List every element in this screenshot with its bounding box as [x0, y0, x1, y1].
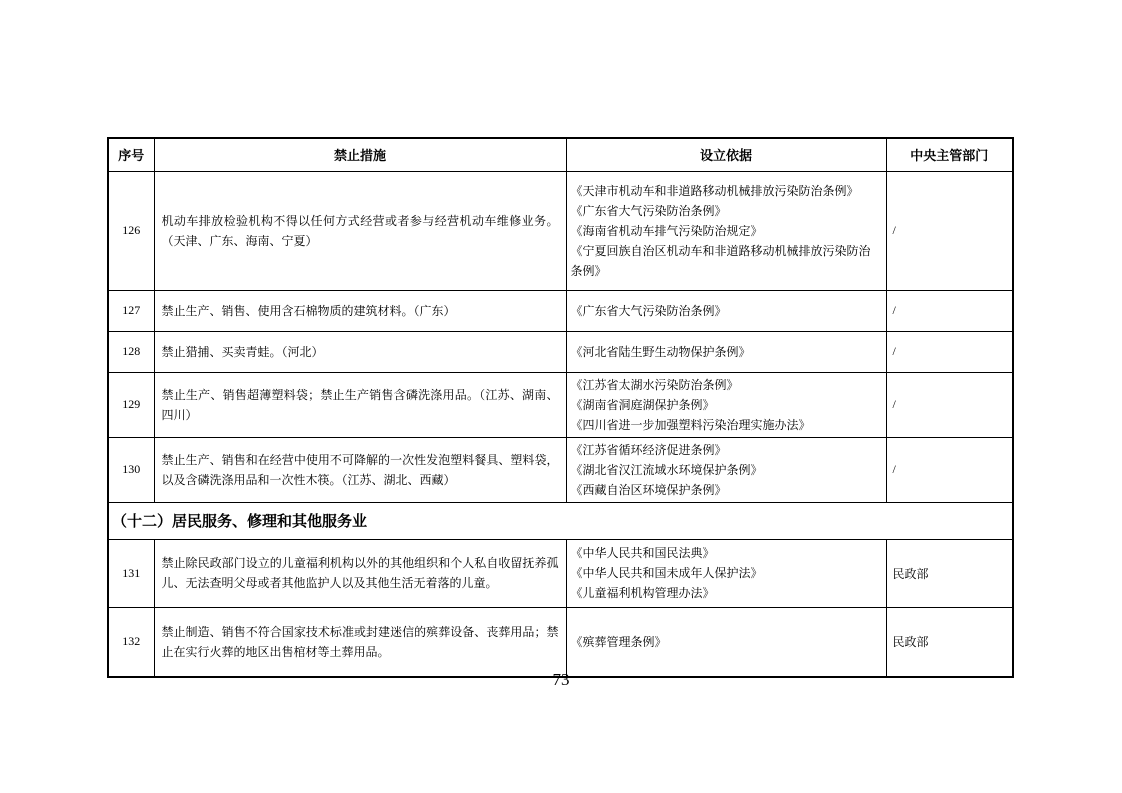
dept-text: / [886, 290, 1013, 331]
basis-law: 《殡葬管理条例》 [570, 634, 667, 649]
dept-text: / [886, 372, 1013, 437]
basis-law: 《儿童福利机构管理办法》 [570, 586, 715, 600]
measure-text: 禁止制造、销售不符合国家技术标准或封建迷信的殡葬设备、丧葬用品；禁止在实行火葬的地区出售棺材等土葬用品。 [154, 607, 566, 677]
basis-law: 《中华人民共和国未成年人保护法》 [570, 566, 763, 580]
table-header-row [108, 138, 1013, 171]
column-header-measure: 禁止措施 [154, 138, 566, 171]
basis-law: 《广东省大气污染防治条例》 [570, 203, 727, 218]
basis-law: 《江苏省循环经济促进条例》 [570, 442, 727, 457]
basis-cell [566, 372, 886, 437]
basis-law: 《中华人民共和国民法典》 [570, 546, 715, 560]
basis-law: 《广东省大气污染防治条例》 [570, 303, 727, 318]
column-header-basis: 设立依据 [566, 138, 886, 171]
basis-cell [566, 171, 886, 290]
table-row [108, 372, 1013, 437]
measure-text: 禁止生产、销售超薄塑料袋；禁止生产销售含磷洗涤用品。（江苏、湖南、四川） [154, 372, 566, 437]
table-row [108, 171, 1013, 290]
basis-law: 《湖南省洞庭湖保护条例》 [570, 397, 715, 412]
row-serial: 128 [108, 331, 154, 372]
basis-law: 《西藏自治区环境保护条例》 [570, 482, 727, 497]
basis-law: 《天津市机动车和非道路移动机械排放污染防治条例》 [570, 183, 859, 198]
measure-text: 禁止生产、销售和在经营中使用不可降解的一次性发泡塑料餐具、塑料袋，以及含磷洗涤用品和一次性木筷。（江苏、湖北、西藏） [154, 437, 566, 502]
row-serial: 129 [108, 372, 154, 437]
page-number: 73 [552, 670, 570, 689]
row-serial: 131 [108, 539, 154, 607]
basis-cell [566, 331, 886, 372]
dept-text: / [886, 171, 1013, 290]
measure-text: 机动车排放检验机构不得以任何方式经营或者参与经营机动车维修业务。（天津、广东、海南、宁夏） [154, 171, 566, 290]
basis-cell [566, 607, 886, 677]
basis-law: 《宁夏回族自治区机动车和非道路移动机械排放污染防治条例》 [570, 243, 871, 278]
row-serial: 127 [108, 290, 154, 331]
prohibition-measures-table [107, 137, 1014, 678]
row-serial: 126 [108, 171, 154, 290]
basis-law: 《海南省机动车排气污染防治规定》 [570, 223, 763, 238]
table-row [108, 437, 1013, 502]
basis-law: 《湖北省汉江流域水环境保护条例》 [570, 462, 763, 477]
basis-law: 《河北省陆生野生动物保护条例》 [570, 344, 751, 359]
table-row [108, 539, 1013, 607]
measure-text: 禁止生产、销售、使用含石棉物质的建筑材料。（广东） [154, 290, 566, 331]
column-header-serial: 序号 [108, 138, 154, 171]
basis-cell [566, 437, 886, 502]
measure-text: 禁止除民政部门设立的儿童福利机构以外的其他组织和个人私自收留抚养孤儿、无法查明父母或者其他监护人以及其他生活无着落的儿童。 [154, 539, 566, 607]
basis-cell [566, 290, 886, 331]
section-row [108, 502, 1013, 539]
table-row [108, 290, 1013, 331]
basis-law: 《四川省进一步加强塑料污染治理实施办法》 [570, 417, 811, 432]
basis-cell [566, 539, 886, 607]
table-row [108, 331, 1013, 372]
table-row [108, 607, 1013, 677]
basis-law: 《江苏省太湖水污染防治条例》 [570, 377, 739, 392]
row-serial: 130 [108, 437, 154, 502]
dept-text: 民政部 [886, 539, 1013, 607]
measure-text: 禁止猎捕、买卖青蛙。（河北） [154, 331, 566, 372]
dept-text: / [886, 331, 1013, 372]
column-header-dept: 中央主管部门 [886, 138, 1013, 171]
section-header: （十二）居民服务、修理和其他服务业 [108, 502, 1013, 539]
dept-text: 民政部 [886, 607, 1013, 677]
row-serial: 132 [108, 607, 154, 677]
dept-text: / [886, 437, 1013, 502]
